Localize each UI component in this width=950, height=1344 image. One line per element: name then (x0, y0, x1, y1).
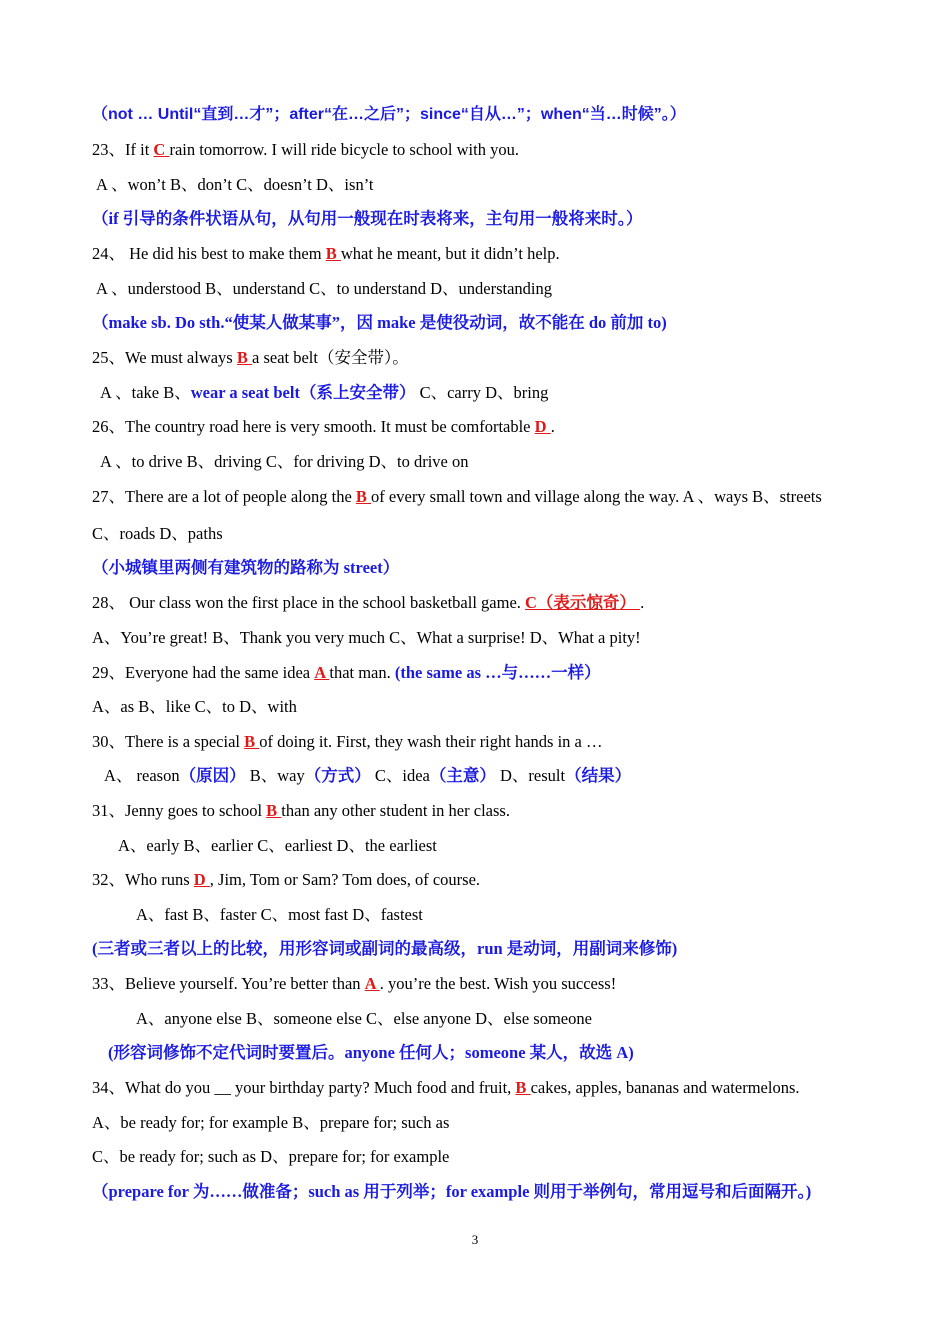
text-run: （not … Until“直到…才”；after“在…之后”；since“自从…”；when“当…时候”。） (92, 106, 686, 123)
options-line (96, 278, 552, 300)
question-line (92, 1077, 800, 1099)
text-run: . (640, 593, 645, 612)
text-run: 33、Believe yourself. You’re better than (92, 974, 365, 993)
question-line (92, 662, 601, 684)
options-line (92, 627, 641, 649)
text-run: of every small town and village along the way. A 、ways B、streets (371, 487, 822, 506)
text-run: A 、understood B、understand C、to understand D、understanding (96, 279, 552, 298)
answer-mark: C（表示惊奇） (525, 593, 641, 612)
text-run: 27、There are a lot of people along the (92, 487, 356, 506)
question-line (92, 347, 409, 369)
text-run: A 、won’t B、don’t C、doesn’t D、isn’t (96, 175, 374, 194)
answer-mark: B (266, 801, 282, 820)
text-run: 23、If it (92, 140, 154, 159)
options-line (100, 382, 548, 404)
options-line (92, 523, 223, 545)
text-run: 34、What do you __ your birthday party? Much food and fruit, (92, 1078, 516, 1097)
text-run: A、anyone else B、someone else C、else anyone D、else someone (136, 1009, 592, 1028)
text-run: B、way (245, 766, 305, 785)
question-line (92, 869, 480, 891)
question-line (92, 486, 822, 508)
text-run: . you’re the best. Wish you success! (379, 974, 617, 993)
text-run: (三者或三者以上的比较，用形容词或副词的最高级，run 是动词，用副词来修饰) (92, 939, 678, 958)
note-line (92, 938, 677, 960)
text-run: （prepare for 为……做准备；such as 用于列举；for example 则用于举例句，常用逗号和后面隔开。) (92, 1182, 812, 1201)
answer-mark: D (534, 417, 551, 436)
text-run: 28、 Our class won the first place in the school basketball game. (92, 593, 526, 612)
text-run: 26、The country road here is very smooth. It must be comfortable (92, 417, 535, 436)
text-run: D、result (495, 766, 566, 785)
text-run: A、as B、like C、to D、with (92, 697, 297, 716)
note-line (92, 104, 686, 126)
highlight-text: （结果） (565, 766, 632, 785)
options-line (136, 1008, 592, 1030)
answer-mark: D (193, 870, 210, 889)
note-line (108, 1042, 634, 1064)
options-line (92, 1112, 449, 1134)
text-run: A 、to drive B、driving C、for driving D、to drive on (100, 452, 469, 471)
text-run: （if 引导的条件状语从句，从句用一般现在时表将来，主句用一般将来时。） (92, 209, 643, 228)
question-line (92, 416, 555, 438)
note-line (92, 208, 642, 230)
options-line (92, 696, 297, 718)
options-line (118, 835, 437, 857)
answer-mark: B (325, 244, 341, 263)
options-line (100, 451, 468, 473)
text-run: than any other student in her class. (281, 801, 510, 820)
text-run: 31、Jenny goes to school (92, 801, 267, 820)
answer-mark: A (314, 663, 330, 682)
answer-mark: B (236, 348, 252, 367)
text-run: （make sb. Do sth.“使某人做某事”，因 make 是使役动词，故不能在 do 前加 to) (92, 313, 667, 332)
text-run: 25、We must always (92, 348, 237, 367)
options-line (136, 904, 423, 926)
text-run: that man. (329, 663, 395, 682)
question-line (92, 973, 616, 995)
text-run: . (550, 417, 555, 436)
text-run: (形容词修饰不定代词时要置后。anyone 任何人；someone 某人，故选 A) (108, 1043, 634, 1062)
text-run: , Jim, Tom or Sam? Tom does, of course. (209, 870, 481, 889)
text-run: A、be ready for; for example B、prepare for; such as (92, 1113, 450, 1132)
text-run: A 、take B、 (100, 383, 191, 402)
text-run: of doing it. First, they wash their right hands in a … (259, 732, 603, 751)
answer-mark: B (515, 1078, 531, 1097)
highlight-text: wear a seat belt（系上安全带） (190, 383, 416, 402)
text-run: 32、Who runs (92, 870, 194, 889)
text-run: A、 reason (104, 766, 180, 785)
highlight-text: （主意） (429, 766, 496, 785)
text-run: A、early B、earlier C、earliest D、the earliest (118, 836, 437, 855)
note-line (92, 312, 667, 334)
text-run: C、carry D、bring (415, 383, 549, 402)
question-line (92, 243, 560, 265)
text-run: rain tomorrow. I will ride bicycle to school with you. (169, 140, 519, 159)
note-line (92, 557, 399, 579)
text-run: C、roads D、paths (92, 524, 223, 543)
text-run: A、fast B、faster C、most fast D、fastest (136, 905, 423, 924)
text-run: 30、There is a special (92, 732, 245, 751)
text-run: what he meant, but it didn’t help. (340, 244, 560, 263)
text-run: cakes, apples, bananas and watermelons. (530, 1078, 800, 1097)
answer-mark: A (364, 974, 380, 993)
question-line (92, 731, 603, 753)
options-line (92, 1146, 449, 1168)
answer-mark: B (244, 732, 260, 751)
text-run: C、be ready for; such as D、prepare for; for example (92, 1147, 450, 1166)
page-number: 3 (471, 1232, 479, 1247)
question-line (92, 592, 644, 614)
question-line (92, 800, 510, 822)
text-run: a seat belt（安全带）。 (252, 348, 409, 367)
text-run: A、You’re great! B、Thank you very much C、What a surprise! D、What a pity! (92, 628, 641, 647)
text-run: 29、Everyone had the same idea (92, 663, 315, 682)
options-line (104, 765, 631, 787)
text-run: 24、 He did his best to make them (92, 244, 326, 263)
highlight-text: （方式） (304, 766, 371, 785)
text-run: C、idea (370, 766, 430, 785)
text-run: （小城镇里两侧有建筑物的路称为 street） (92, 558, 400, 577)
answer-mark: C (153, 140, 170, 159)
highlight-text: (the same as …与……一样） (394, 663, 601, 682)
highlight-text: （原因） (179, 766, 246, 785)
options-line (96, 174, 373, 196)
note-line (92, 1181, 811, 1203)
question-line (92, 139, 519, 161)
answer-mark: B (355, 487, 372, 506)
